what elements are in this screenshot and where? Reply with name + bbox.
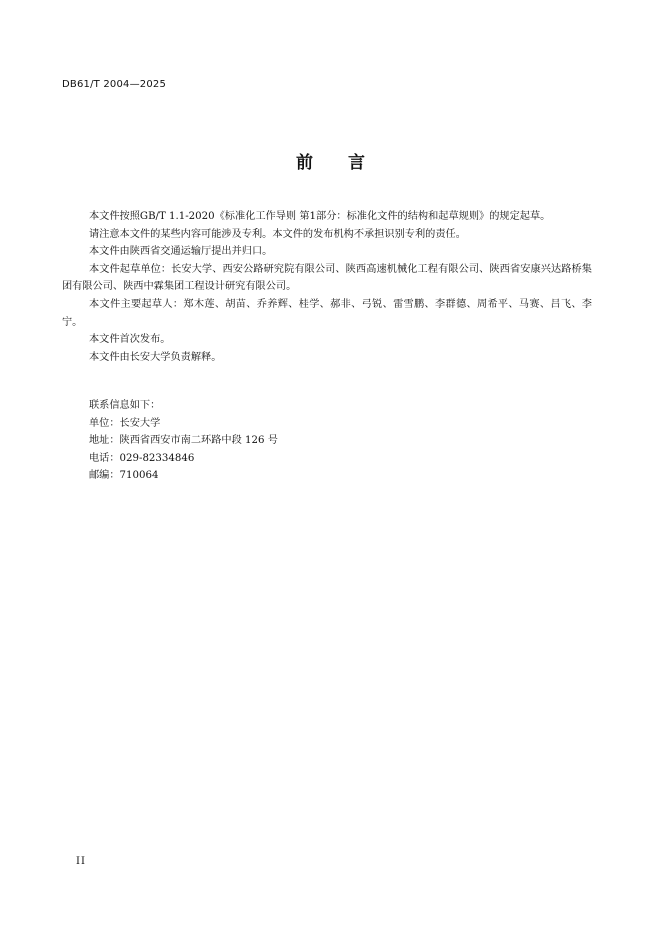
contact-heading: 联系信息如下： bbox=[89, 400, 161, 411]
section-title bbox=[0, 148, 662, 173]
paragraph-first-release: 本文件首次发布。 bbox=[89, 334, 171, 346]
contact-unit: 单位：长安大学 bbox=[89, 417, 161, 429]
foreword-body bbox=[62, 208, 592, 366]
paragraph-interpretation: 本文件由长安大学负责解释。 bbox=[89, 351, 222, 363]
document-code: DB61/T 2004—2025 bbox=[62, 79, 167, 90]
title-char-1: 前 bbox=[296, 153, 314, 173]
contact-phone: 电话：029-82334846 bbox=[89, 452, 195, 464]
paragraph-drafting-units: 本文件起草单位：长安大学、西安公路研究院有限公司、陕西高速机械化工程有限公司、陕西省安康兴达路桥集团有限公司、陕西中霖集团工程设计研究有限公司。 bbox=[62, 263, 592, 293]
paragraph-proposer: 本文件由陕西省交通运输厅提出并归口。 bbox=[89, 246, 273, 258]
paragraph-patent-notice: 请注意本文件的某些内容可能涉及专利。本文件的发布机构不承担识别专利的责任。 bbox=[89, 228, 466, 240]
page-number: II bbox=[76, 856, 86, 867]
contact-info bbox=[89, 397, 278, 485]
contact-address: 地址：陕西省西安市南二环路中段 126 号 bbox=[89, 435, 278, 447]
contact-postcode: 邮编：710064 bbox=[89, 470, 159, 482]
paragraph-drafters: 本文件主要起草人：郑木莲、胡苗、乔养辉、桂学、郝非、弓锐、雷雪鹏、李群德、周希平、马赛、吕飞、李宁。 bbox=[62, 298, 592, 328]
paragraph-drafting-rules: 本文件按照GB/T 1.1-2020《标准化工作导则 第1部分：标准化文件的结构和起草规则》的规定起草。 bbox=[89, 211, 551, 222]
title-char-2: 言 bbox=[348, 153, 366, 173]
